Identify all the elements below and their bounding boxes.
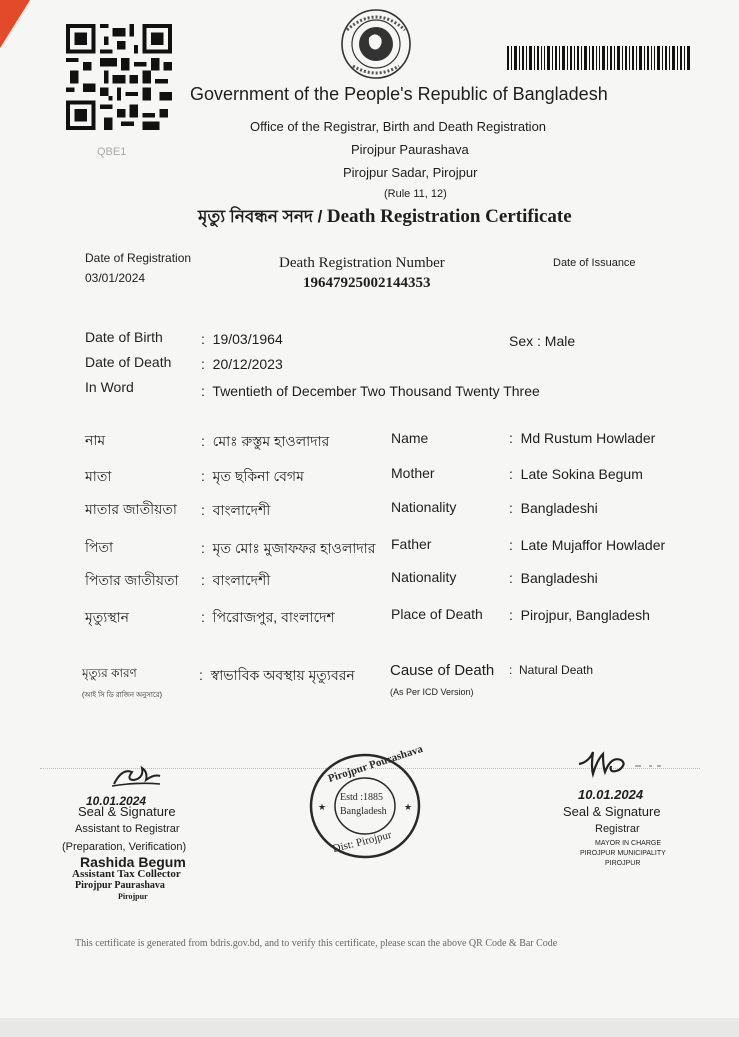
row-bn-value-father-nationality: : বাংলাদেশী (201, 572, 271, 588)
assistant-signature-icon (108, 760, 164, 792)
row-en-label-mother: Mother (391, 465, 435, 481)
row-bn-value-mother-text: মৃত ছকিনা বেগম (212, 468, 304, 484)
cause-bn-value: : স্বাভাবিক অবস্থায় মৃত্যুবরন (199, 667, 355, 683)
left-org: Pirojpur Paurashava (75, 880, 165, 891)
left-role: Assistant to Registrar (75, 823, 180, 835)
row-en-label-name: Name (391, 430, 429, 446)
svg-text:★: ★ (404, 802, 413, 812)
row-bn-label-place: মৃত্যুস্থান (85, 609, 130, 625)
dod-value-text: 20/12/2023 (212, 356, 283, 372)
cause-en-value-text: Natural Death (519, 663, 594, 677)
cause-en-sub: (As Per ICD Version) (390, 687, 474, 697)
barcode-icon[interactable] (507, 46, 691, 70)
municipal-stamp (306, 743, 425, 862)
row-bn-value-place-text: পিরোজপুর, বাংলাদেশ (212, 609, 335, 625)
right-title3: PIROJPUR (605, 860, 641, 867)
cause-bn-sub: (আই সি ডি রাজিন অনুসারে) (82, 692, 162, 699)
verification-note: This certificate is generated from bdris.gov.bd, and to verify this certificate, please scan the above QR Code & Bar Code (75, 938, 558, 949)
government-seal-icon (331, 8, 421, 80)
cause-en-label: Cause of Death (390, 662, 495, 679)
govt-heading: Government of the People's Republic of Bangladesh (190, 84, 608, 104)
row-en-value-father-text: Late Mujaffor Howlader (520, 537, 666, 553)
row-en-value-father-nationality: : Bangladeshi (509, 570, 598, 586)
registration-number-label: Death Registration Number (279, 255, 445, 271)
row-bn-value-father-text: মৃত মোঃ মুজাফফর হাওলাদার (212, 540, 376, 556)
row-en-value-father-nationality-text: Bangladeshi (520, 570, 598, 586)
registration-date-label: Date of Registration (85, 251, 192, 265)
row-bn-value-father: : মৃত মোঃ মুজাফফর হাওলাদার (201, 540, 376, 556)
cause-bn-label: মৃত্যুর কারণ (82, 666, 137, 680)
certificate-title (198, 204, 572, 232)
row-en-value-mother-nationality: : Bangladeshi (509, 500, 598, 516)
office-heading: Office of the Registrar, Birth and Death Registration (250, 119, 547, 134)
paurashava-heading: Pirojpur Paurashava (351, 142, 469, 157)
certificate-title-en: Death Registration Certificate (326, 206, 572, 227)
dod-value: : 20/12/2023 (201, 356, 283, 372)
registration-date-value: 03/01/2024 (85, 271, 146, 285)
row-bn-label-name: নাম (85, 432, 106, 448)
location-heading: Pirojpur Sadar, Pirojpur (343, 165, 478, 180)
scanner-bar (0, 1018, 739, 1037)
row-bn-value-name-text: মোঃ রুস্তুম হাওলাদার (212, 433, 330, 449)
row-bn-value-mother-nationality-text: বাংলাদেশী (212, 502, 271, 518)
inword-value-text: Twentieth of December Two Thousand Twenty Three (212, 383, 540, 399)
left-sign-date: 10.01.2024 (86, 794, 147, 808)
row-en-label-father-nationality: Nationality (391, 569, 457, 585)
left-seal-label: Seal & Signature (78, 804, 176, 819)
row-bn-value-place: : পিরোজপুর, বাংলাদেশ (201, 609, 335, 625)
corner-mark (0, 0, 30, 48)
dob-value-text: 19/03/1964 (212, 331, 283, 347)
stamp-top-text: Pirojpur Pourashava (326, 743, 425, 785)
row-bn-label-mother-nationality: মাতার জাতীয়তা (85, 501, 177, 517)
inword-value: : Twentieth of December Two Thousand Twenty Three (201, 383, 540, 399)
right-sign-date: 10.01.2024 (578, 787, 644, 802)
row-en-value-mother: : Late Sokina Begum (509, 466, 643, 482)
qr-code-label: QBE1 (97, 146, 127, 158)
row-bn-value-father-nationality-text: বাংলাদেশী (212, 572, 271, 588)
registrar-signature-icon (575, 748, 665, 780)
row-en-label-father: Father (391, 536, 432, 552)
cause-bn-value-text: স্বাভাবিক অবস্থায় মৃত্যুবরন (210, 667, 355, 683)
row-en-label-mother-nationality: Nationality (391, 499, 457, 515)
row-en-value-place: : Pirojpur, Bangladesh (509, 607, 650, 623)
stamp-center2: Bangladesh (340, 806, 387, 817)
row-en-value-mother-text: Late Sokina Begum (520, 466, 643, 482)
row-bn-value-mother-nationality: : বাংলাদেশী (201, 502, 271, 518)
row-bn-label-mother: মাতা (85, 468, 112, 484)
qr-code-icon[interactable] (66, 22, 172, 132)
left-place: Pirojpur (118, 892, 148, 901)
rule-text: (Rule 11, 12) (384, 188, 447, 200)
row-bn-label-father-nationality: পিতার জাতীয়তা (85, 572, 179, 588)
right-seal-label: Seal & Signature (563, 804, 661, 819)
left-title: Assistant Tax Collector (72, 868, 181, 880)
registration-number-value: 19647925002144353 (303, 275, 431, 291)
row-en-value-father: : Late Mujaffor Howlader (509, 537, 666, 553)
row-en-value-place-text: Pirojpur, Bangladesh (520, 607, 650, 623)
dob-value: : 19/03/1964 (201, 331, 283, 347)
issuance-date-label: Date of Issuance (553, 257, 636, 269)
certificate-title-bn: মৃত্যু নিবন্ধন সনদ / (198, 207, 323, 226)
row-en-label-place: Place of Death (391, 606, 483, 622)
inword-label: In Word (85, 379, 134, 395)
svg-text:★: ★ (318, 802, 327, 812)
row-bn-value-name: : মোঃ রুস্তুম হাওলাদার (201, 433, 330, 449)
right-title1: MAYOR IN CHARGE (595, 840, 661, 847)
row-en-value-name-text: Md Rustum Howlader (520, 430, 656, 446)
dod-label: Date of Death (85, 354, 172, 370)
stamp-bottom-text: Dist: Pirojpur (331, 828, 393, 856)
dob-label: Date of Birth (85, 329, 163, 345)
cause-en-value: : Natural Death (509, 663, 594, 677)
row-en-value-mother-nationality-text: Bangladeshi (520, 500, 598, 516)
row-bn-value-mother: : মৃত ছকিনা বেগম (201, 468, 304, 484)
right-role: Registrar (595, 823, 640, 835)
right-title2: PIROJPUR MUNICIPALITY (580, 850, 666, 857)
stamp-center1: Estd :1885 (340, 792, 384, 803)
left-name: Rashida Begum (80, 854, 186, 870)
row-en-value-name: : Md Rustum Howlader (509, 430, 656, 446)
sex-value: Sex : Male (509, 333, 576, 349)
row-bn-label-father: পিতা (85, 539, 114, 555)
left-role2: (Preparation, Verification) (62, 841, 187, 853)
